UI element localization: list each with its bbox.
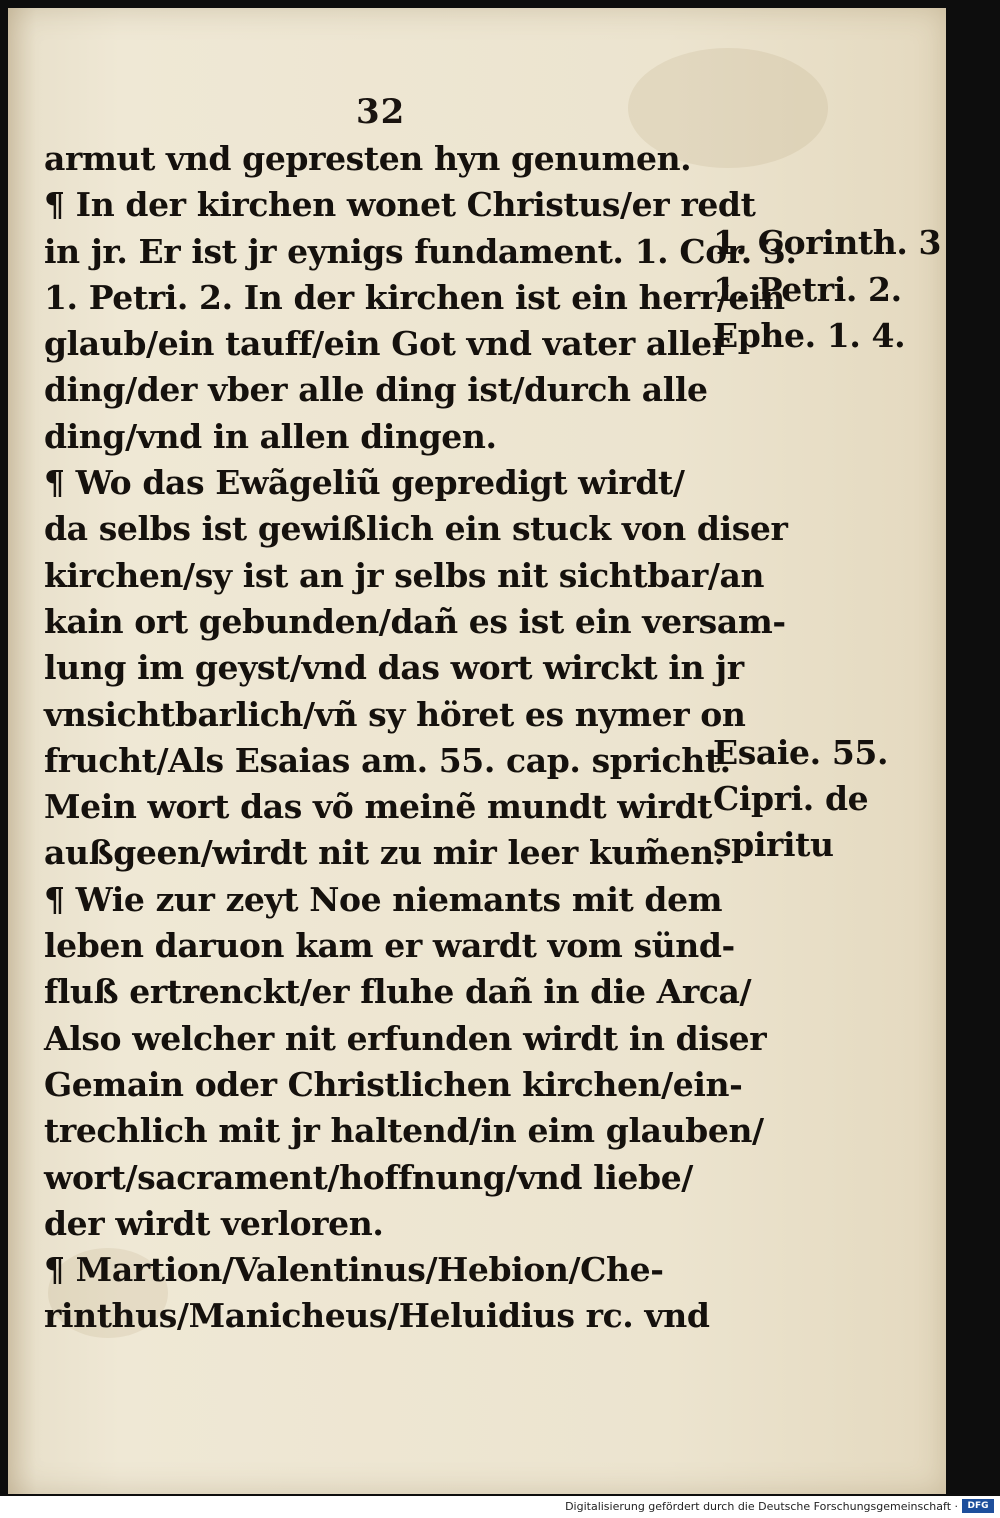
text-line: 1. Petri. 2. In der kirchen ist ein herr/ein bbox=[44, 277, 785, 317]
text-line: ¶ Wo das Ewãgeliũ gepredigt wirdt/ bbox=[44, 463, 685, 503]
digitization-footer bbox=[0, 1496, 1000, 1518]
page-number: 32 bbox=[356, 92, 406, 132]
text-line: ding/vnd in allen dingen. bbox=[44, 416, 497, 456]
margin-note: Ephe. 1. 4. bbox=[713, 315, 906, 355]
dfg-logo: DFG bbox=[962, 1499, 994, 1513]
text-line: lung im geyst/vnd das wort wirckt in jr bbox=[44, 648, 744, 688]
text-line: wort/sacrament/hoffnung/vnd liebe/ bbox=[44, 1157, 693, 1197]
text-line: leben daruon kam er wardt vom sünd- bbox=[44, 926, 735, 966]
margin-note: 1. Corinth. 3 bbox=[713, 223, 942, 263]
text-line: ding/der vber alle ding ist/durch alle bbox=[44, 370, 708, 410]
margin-note: 1. Petri. 2. bbox=[713, 269, 902, 309]
text-line: vnsichtbarlich/vñ sy höret es nymer on bbox=[44, 694, 746, 734]
text-line: kirchen/sy ist an jr selbs nit sichtbar/an bbox=[44, 555, 765, 595]
text-line: rinthus/Manicheus/Heluidius rc. vnd bbox=[44, 1296, 710, 1336]
text-line: ¶ Wie zur zeyt Noe niemants mit dem bbox=[44, 879, 723, 919]
text-line: Mein wort das võ meinẽ mundt wirdt bbox=[44, 787, 712, 827]
margin-note: Cipri. de bbox=[713, 778, 869, 818]
text-line: fluß ertrenckt/er fluhe dañ in die Arca/ bbox=[44, 972, 752, 1012]
text-line: da selbs ist gewißlich ein stuck von diser bbox=[44, 509, 788, 549]
text-line: außgeen/wirdt nit zu mir leer kum̃en. bbox=[44, 833, 725, 873]
text-line: in jr. Er ist jr eynigs fundament. 1. Cor. 3. bbox=[44, 231, 797, 271]
text-line: Also welcher nit erfunden wirdt in diser bbox=[44, 1018, 767, 1058]
text-line: frucht/Als Esaias am. 55. cap. spricht. bbox=[44, 740, 731, 780]
text-line: ¶ Martion/Valentinus/Hebion/Che- bbox=[44, 1250, 664, 1290]
text-line: armut vnd gepresten hyn genumen. bbox=[44, 139, 692, 178]
funding-credit: Digitalisierung gefördert durch die Deutsche Forschungsgemeinschaft · bbox=[565, 1500, 958, 1513]
text-line: glaub/ein tauff/ein Got vnd vater aller bbox=[44, 324, 729, 364]
text-line: trechlich mit jr haltend/in eim glauben/ bbox=[44, 1111, 764, 1151]
text-line: der wirdt verloren. bbox=[44, 1203, 384, 1243]
text-line: Gemain oder Christlichen kirchen/ein- bbox=[44, 1064, 743, 1104]
margin-note: Esaie. 55. bbox=[713, 732, 889, 772]
book-page bbox=[8, 8, 946, 1494]
margin-note: spiritu bbox=[713, 825, 834, 865]
text-line: kain ort gebunden/dañ es ist ein versam- bbox=[44, 601, 786, 641]
text-line: ¶ In der kirchen wonet Christus/er redt bbox=[44, 185, 756, 225]
